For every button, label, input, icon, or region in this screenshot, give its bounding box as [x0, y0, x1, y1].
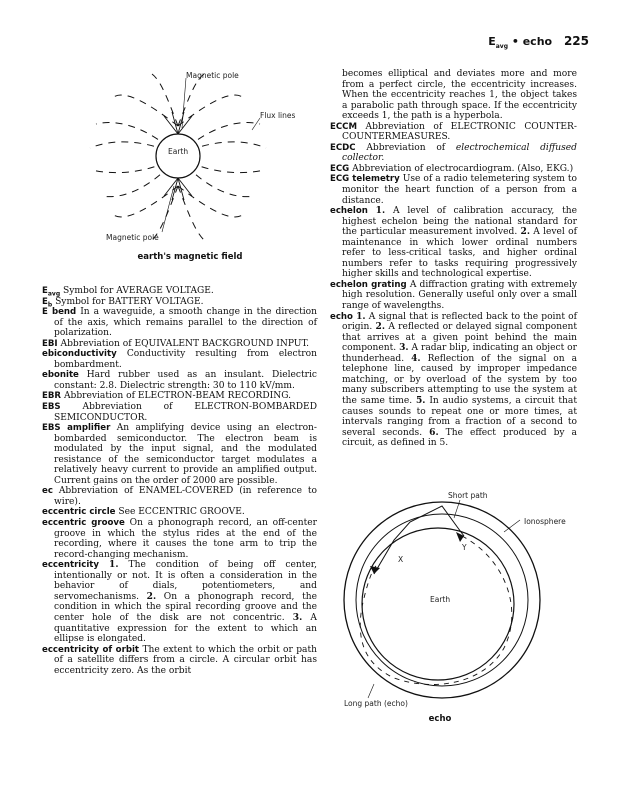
entry-echelon: echelon 1. A level of calibration accuracy, the highest echelon being the national standard for the particular measurement involved. 2. A level of maintenance in which lower ordinal numbers refer to less-critical tasks, and higher ordinal numbers refer to tasks requiring progressively higher skills and technological expertise. [330, 205, 577, 280]
magnetic-field-diagram [82, 68, 302, 246]
earth-circle [362, 528, 514, 680]
echo-diagram [334, 488, 584, 718]
entry-eccentricity: eccentricity 1. The condition of being off center, intentionally or not. It is often a consideration in the behavior of dials, potentiometers, and servomechanisms. 2. On a phonograph record, the condition in which the spiral recording groove and the center hole of the disk are not concentric. 3. A quantitative expression for the extent to which an ellipse is elongated. [42, 559, 317, 645]
left-column [42, 286, 317, 676]
label-y: Y [462, 543, 467, 552]
entry-ecg-telemetry: ECG telemetry Use of a radio telemetering system to monitor the heart function of a person from a distance. [330, 174, 577, 206]
label-earth: Earth [168, 147, 189, 156]
entry-eb: $E_b$ Symbol for BATTERY VOLTAGE. [42, 296, 204, 309]
running-head-next-term: echo [522, 35, 553, 48]
entry-ecg: ECG Abbreviation of electrocardiogram. (Also, EKG.) [330, 163, 574, 174]
entry-e-bend: E bend In a waveguide, a smooth change in the direction of the axis, which remains parallel to the direction of polarization. [42, 307, 317, 339]
pointer-line-bottom [162, 186, 174, 232]
entry-ec: ec Abbreviation of ENAMEL-COVERED (in reference to wire). [42, 486, 317, 507]
entry-ebi: EBI Abbreviation of EQUIVALENT BACKGROUND INPUT. [42, 338, 310, 349]
term-eavg: $E_{avg}$ [42, 286, 61, 298]
entry-eccentric-circle: eccentric circle See ECCENTRIC GROOVE. [42, 507, 245, 518]
short-path-line [374, 506, 464, 574]
entry-eccentricity-of-orbit: eccentricity of orbit The extent to which the orbit or path of a satellite differs from a circle. A circular orbit has eccentricity zero. As the orbit [42, 644, 317, 676]
entry-eccm: ECCM Abbreviation of ELECTRONIC COUNTER-COUNTERMEASURES. [330, 121, 577, 143]
figure-echo [334, 488, 584, 718]
label-flux-lines: Flux lines [260, 111, 296, 120]
term-eb: $E_b$ [42, 296, 53, 309]
entry-continuation: becomes elliptical and deviates more and more from a perfect circle, the eccentricity increases. When the eccentricity reaches 1, the object takes a parabolic path through space. If the eccentricity exceeds 1, the path is a hyperbola. [342, 69, 577, 122]
pointer-line-long-path [368, 684, 374, 698]
pointer-line-top [182, 78, 186, 128]
entry-eavg: $E_{avg}$ Symbol for AVERAGE VOLTAGE. [42, 286, 214, 298]
label-x: X [398, 555, 404, 564]
right-column [330, 69, 577, 449]
entry-ebs-amplifier: EBS amplifier An amplifying device using an electron-bombarded semiconductor. The electron beam is modulated by the input signal, and the modulated resistance of the semiconductor target modulates a relatively heavy current to provide an amplified output. Current gains on the order of 2000 are possible. [42, 423, 317, 486]
entry-ebonite: ebonite Hard rubber used as an insulant. Dielectric constant: 2.8. Dielectric strength: 30 to 110 kV/mm. [42, 370, 317, 391]
label-magnetic-pole-top: Magnetic pole [186, 71, 239, 80]
entry-ebs: EBS Abbreviation of ELECTRON-BOMBARDED SEMICONDUCTOR. [42, 402, 317, 423]
label-earth-echo: Earth [430, 595, 451, 604]
entry-ebr: EBR Abbreviation of ELECTRON-BEAM RECORDING. [42, 391, 292, 402]
arrow-y [456, 532, 464, 542]
pointer-line-flux [252, 118, 260, 130]
figure-caption-echo: echo [428, 714, 452, 724]
figure-magnetic-field [82, 68, 302, 246]
entry-ecdc: ECDC Abbreviation of electrochemical diffused collector. [330, 142, 577, 164]
running-head [488, 34, 589, 51]
earth-circle [156, 134, 200, 178]
label-magnetic-pole-bottom: Magnetic pole [106, 233, 159, 242]
entry-ebiconductivity: ebiconductivity Conductivity resulting from electron bombardment. [42, 349, 317, 370]
label-long-path: Long path (echo) [344, 699, 408, 708]
figure-caption-magnetic: earth's magnetic field [137, 252, 243, 262]
label-ionosphere: Ionosphere [524, 517, 566, 526]
entry-echo: echo 1. A signal that is reflected back to the point of origin. 2. A reflected or delayed signal component that arrives at a given point behind the main component. 3. A radar blip, indicating an object or thunderhead. 4. Reflection of the signal on a telephone line, caused by improper impedance matching, or by overload of the system by too many subscribers attempting to use the system at the same time. 5. In audio systems, a circuit that causes sounds to repeat one or more times, at intervals ranging from a fraction of a second to several seconds. 6. The effect produced by a circuit, as defined in 5. [330, 310, 577, 449]
running-head-term: $E_{avg}$ [488, 35, 508, 51]
running-head-bullet: • [511, 35, 519, 48]
page-number: 225 [563, 34, 589, 48]
entry-eccentric-groove: eccentric groove On a phonograph record, an off-center groove in which the stylus rides at the end of the recording, where it causes the tone arm to trip the record-changing mechanism. [42, 518, 317, 560]
entry-echelon-grating: echelon grating A diffraction grating with extremely high resolution. Generally useful only over a small range of wavelengths. [330, 279, 577, 312]
label-short-path: Short path [448, 491, 488, 500]
